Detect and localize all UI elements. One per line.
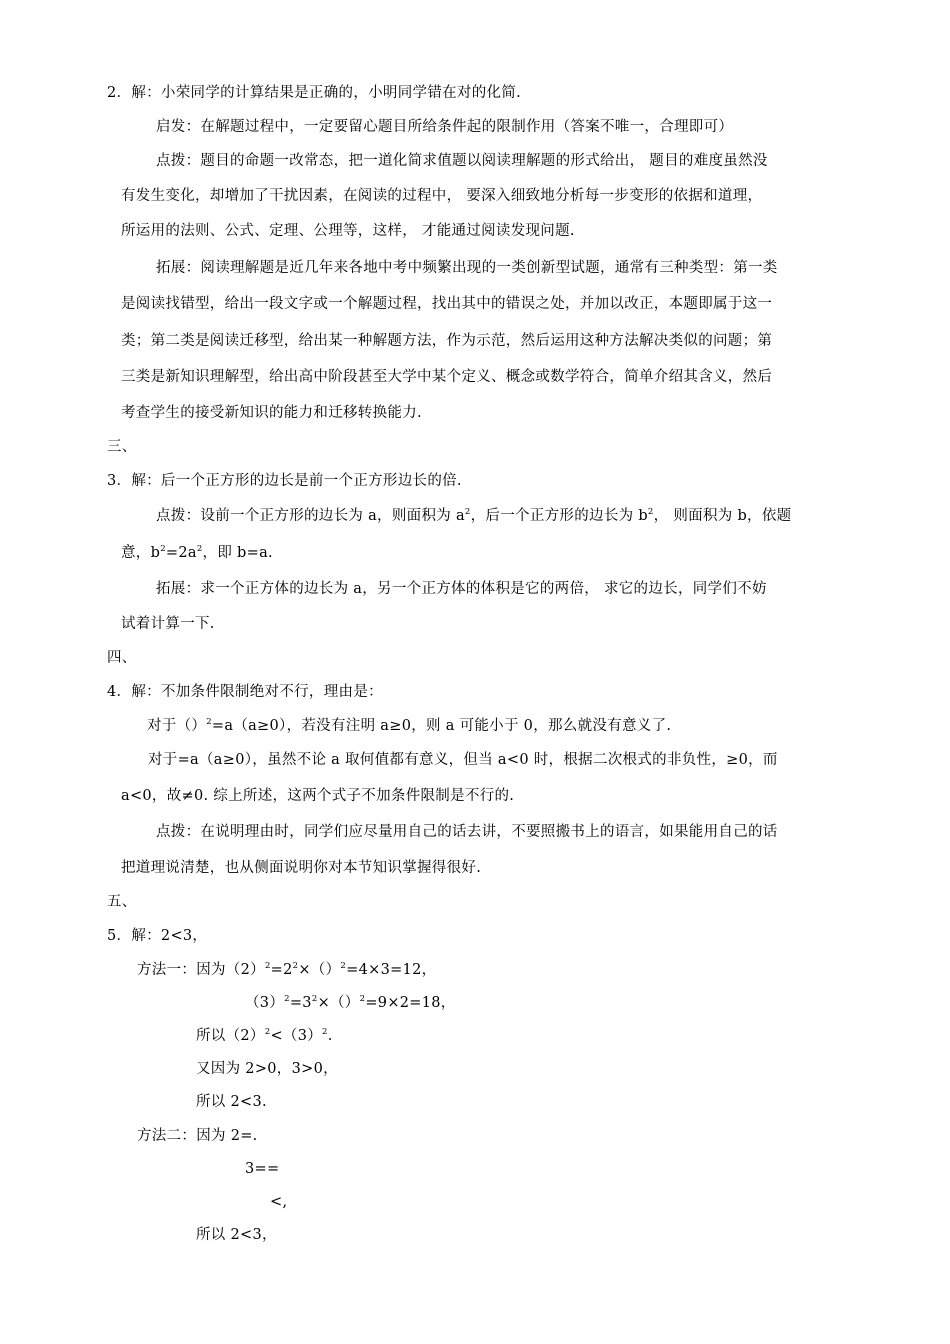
tip-4-line-1: 点拨：在说明理由时，同学们应尽量用自己的话去讲，不要照搬书上的语言，如果能用自己的话 xyxy=(156,824,778,840)
answer-4-line: 4．解：不加条件限制绝对不行，理由是： xyxy=(107,684,383,700)
tip-3-text-c: ， 则面积为 b，依题 xyxy=(653,508,792,524)
method-1-line-4: 又因为 2>0，3>0， xyxy=(196,1061,338,1077)
answer-4-reason-1 xyxy=(147,716,671,736)
reason-1-text-b: =a（a≥0），若没有注明 a≥0，则 a 可能小于 0，那么就没有意义了. xyxy=(211,718,672,734)
method-2-line-3: <, xyxy=(270,1194,288,1210)
tip-3-text-f: ，即 b=a. xyxy=(202,545,273,561)
answer-5-line: 5．解：2<3， xyxy=(107,928,208,944)
method-1-text-k: . xyxy=(327,1028,333,1044)
tip-3-text-e: =2a xyxy=(165,545,197,561)
exponent: 2 xyxy=(292,961,299,971)
extension-3-line-1: 拓展：求一个正方体的边长为 a，另一个正方体的体积是它的两倍， 求它的边长，同学们不妨 xyxy=(156,581,767,597)
exponent: 2 xyxy=(196,544,203,554)
section-heading-3: 三、 xyxy=(107,439,137,455)
exponent: 2 xyxy=(647,507,654,517)
tip-3-text-b: ，后一个正方形的边长为 b xyxy=(470,508,648,524)
answer-4-reason-3: a<0，故≠0. 综上所述，这两个式子不加条件限制是不行的. xyxy=(121,788,515,804)
method-1-text-c: ×（） xyxy=(298,962,341,978)
method-2-line-2: 3== xyxy=(245,1161,280,1177)
exponent: 2 xyxy=(264,1027,271,1037)
method-1-text-a: 方法一：因为（2） xyxy=(137,962,265,978)
exponent: 2 xyxy=(206,717,212,727)
answer-2-line: 2．解：小荣同学的计算结果是正确的，小明同学错在对的化简. xyxy=(107,85,522,101)
reason-1-text-a: 对于（） xyxy=(147,718,207,734)
tip-3-text-a: 点拨：设前一个正方形的边长为 a，则面积为 a xyxy=(156,508,465,524)
tip-line-1: 点拨：题目的命题一改常态，把一道化简求值题以阅读理解题的形式给出， 题目的难度虽然没 xyxy=(156,153,768,169)
section-heading-4: 四、 xyxy=(107,650,137,666)
tip-3-line-2 xyxy=(121,543,273,563)
exponent: 2 xyxy=(464,507,471,517)
tip-line-2: 有发生变化，却增加了干扰因素，在阅读的过程中， 要深入细致地分析每一步变形的依据和道理， xyxy=(121,188,763,204)
method-1-text-b: =2 xyxy=(270,962,293,978)
exponent: 2 xyxy=(160,544,166,554)
extension-line-5: 考查学生的接受新知识的能力和迁移转换能力. xyxy=(121,405,422,421)
method-1-text-d: =4×3=12， xyxy=(346,962,437,978)
answer-4-reason-2: 对于=a（a≥0），虽然不论 a 取何值都有意义，但当 a<0 时，根据二次根式的非负性，≥0，而 xyxy=(148,752,778,768)
section-heading-5: 五、 xyxy=(107,894,137,910)
method-1-text-j: <（3） xyxy=(270,1028,323,1044)
extension-line-1: 拓展：阅读理解题是近几年来各地中考中频繁出现的一类创新型试题，通常有三种类型：第一类 xyxy=(156,260,778,276)
method-1-text-e: （3） xyxy=(245,995,285,1011)
answer-3-line: 3．解：后一个正方形的边长是前一个正方形边长的倍. xyxy=(107,473,462,489)
method-1-line-3 xyxy=(196,1026,333,1046)
hint-line: 启发：在解题过程中，一定要留心题目所给条件起的限制作用（答案不唯一，合理即可） xyxy=(156,119,734,135)
method-1-text-g: ×（） xyxy=(317,995,360,1011)
method-1-line-2 xyxy=(245,993,456,1013)
exponent: 2 xyxy=(322,1027,328,1037)
method-1-text-h: =9×2=18， xyxy=(365,995,456,1011)
tip-3-text-d: 意，b xyxy=(121,545,161,561)
tip-3-line-1 xyxy=(156,506,791,526)
extension-3-line-2: 试着计算一下. xyxy=(121,616,215,632)
method-2-line-4: 所以 2<3， xyxy=(196,1227,277,1243)
tip-line-3: 所运用的法则、公式、定理、公理等，这样， 才能通过阅读发现问题. xyxy=(121,223,575,239)
extension-line-2: 是阅读找错型，给出一段文字或一个解题过程，找出其中的错误之处，并加以改正，本题即属于这一 xyxy=(121,296,773,312)
tip-4-line-2: 把道理说清楚，也从侧面说明你对本节知识掌握得很好. xyxy=(121,860,482,876)
exponent: 2 xyxy=(311,994,318,1004)
method-2-line-1: 方法二：因为 2=. xyxy=(137,1128,258,1144)
extension-line-4: 三类是新知识理解型，给出高中阶段甚至大学中某个定义、概念或数学符合，简单介绍其含义，然后 xyxy=(121,369,773,385)
exponent: 2 xyxy=(284,994,290,1004)
method-1-line-5: 所以 2<3. xyxy=(196,1094,267,1110)
exponent: 2 xyxy=(264,961,271,971)
exponent: 2 xyxy=(359,994,366,1004)
method-1-line-1 xyxy=(137,960,436,980)
method-1-text-i: 所以（2） xyxy=(196,1028,265,1044)
extension-line-3: 类；第二类是阅读迁移型，给出某一种解题方法，作为示范，然后运用这种方法解决类似的问题；第 xyxy=(121,333,773,349)
method-1-text-f: =3 xyxy=(289,995,312,1011)
exponent: 2 xyxy=(340,961,347,971)
